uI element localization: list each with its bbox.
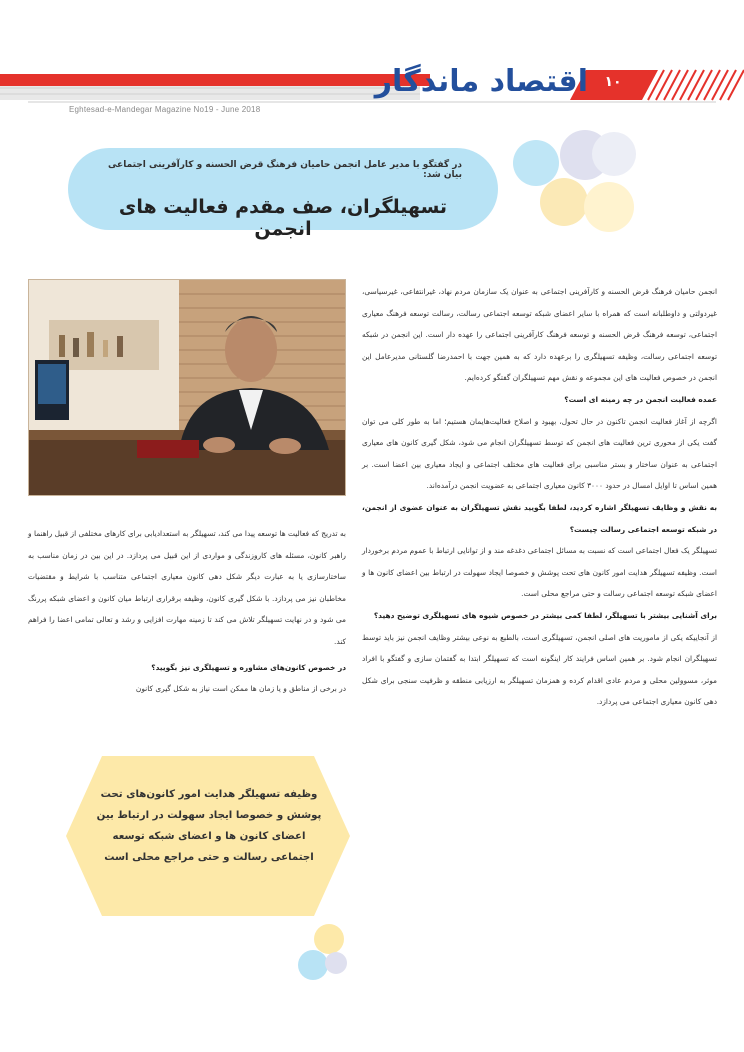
decor-circle: [513, 140, 559, 186]
decor-circle: [325, 952, 347, 974]
interview-question: در خصوص کانون‌های مشاوره و تسهیلگری نیز بگویید؟: [151, 662, 346, 672]
article-paragraph: اگرچه از آغاز فعالیت انجمن تاکنون در حال تحول، بهبود و اصلاح فعالیت‌هایمان هستیم؛ اما به طور کلی می توان گفت یکی از محوری ترین فعالیت های انجمن که توسط تسهیلگران انجام می شود، شکل گیری کانون های معیاری اجتماعی به عنوان ساختار و بستر مناسبی برای فعالیت های مختلف اجتماعی و ایجاد معیاری بین اعضا است. بر همین اساس تا اوایل امسال در حدود ۳۰۰۰ کانون معیاری اجتماعی به عضویت انجمن درآمده‌اند.: [362, 416, 717, 491]
decor-circle: [592, 132, 636, 176]
interview-question: عمده فعالیت انجمن در چه زمینه ای است؟: [564, 394, 717, 404]
article-right-column: [362, 281, 717, 713]
page-number: ۱۰: [604, 74, 622, 90]
page-header: [0, 0, 744, 120]
magazine-logo: اقتصاد ماندگار: [374, 64, 588, 99]
pull-quote-box: [66, 756, 350, 916]
portrait-photo-icon: [29, 280, 346, 496]
article-paragraph: انجمن حامیان فرهنگ قرض الحسنه و کارآفرینی اجتماعی به عنوان یک سازمان مردم نهاد، غیرانتفاعی، غیرسیاسی، غیردولتی و داوطلبانه است که همراه با سایر اعضای شبکه توسعه اجتماعی رسالت، رسالت توسعه فرهنگ معیاری اجتماعی، توسعه فرهنگ قرض الحسنه و توسعه فرهنگ کارآفرینی اجتماعی را عهده دار است. این انجمن در شبکه توسعه اجتماعی رسالت، وظیفه تسهیلگری را برعهده دارد که به همین جهت با احمدرضا گلستانی مدیرعامل این انجمن در خصوص فعالیت های این مجموعه و نقش مهم تسهیلگران گفتگو کرده‌ایم.: [362, 287, 717, 383]
article-title: تسهیلگران، صف مقدم فعالیت های انجمن: [118, 196, 448, 240]
interview-question: برای آشنایی بیشتر با تسهیلگر، لطفا کمی بیشتر در خصوص شیوه های تسهیلگری توضیح دهید؟: [373, 610, 717, 620]
article-paragraph: به تدریج که فعالیت ها توسعه پیدا می کند، تسهیلگر به استعدادیابی برای کارهای مختلفی از قبیل راهنما و راهبر کانون، مسئله های کاروزندگی و مواردی از این قبیل می پردازد. در این بین در زمان مناسب به ساختارسازی یا به عبارت دیگر شکل دهی کانون معیاری اجتماعی متناسب با شرایط و مقتضیات مخاطبان نیز می پردازد. با شکل گیری کانون، وظیفه برقراری ارتباط میان کانون و اعضای شبکه پررنگ می شود و در نهایت تسهیلگر تلاش می کند تا زمینه مهارت افزایی و رشد و تعالی تمامی اعضا را فراهم کند.: [28, 529, 346, 646]
decor-circle: [584, 182, 634, 232]
article-paragraph: در برخی از مناطق و یا زمان ها ممکن است نیاز به شکل گیری کانون: [135, 684, 346, 694]
article-supertitle: در گفتگو با مدیر عامل انجمن حامیان فرهنگ قرض الحسنه و کارآفرینی اجتماعی بیان شد:: [107, 160, 462, 180]
pull-quote-text: وظیفه تسهیلگر هدایت امور کانون‌های تحت پوشش و خصوصا ایجاد سهولت در ارتباط بین اعضای کانون ها و اعضای شبکه توسعه اجتماعی رسالت و حتی مراجع محلی است: [96, 789, 322, 863]
interview-question: به نقش و وظایف تسهیلگر اشاره کردید، لطفا بگویید نقش تسهیلگران به عنوان عضوی از انجمن، در شبکه توسعه اجتماعی رسالت چیست؟: [362, 502, 717, 534]
article-title-box: [68, 148, 498, 240]
interview-photo: [28, 279, 346, 496]
decor-circle: [540, 178, 588, 226]
decor-circle: [314, 924, 344, 954]
article-paragraph: از آنجاییکه یکی از ماموریت های اصلی انجمن، تسهیلگری است، بالطبع به نوعی بیشتر وظایف انجمن نیز باید توسط تسهیلگران انجام شود. بر همین اساس فرایند کار اینگونه است که تسهیلگر ابتدا به گفتمان سازی و گفتگو با افراد موثر، مسوولین محلی و مردم عادی اقدام کرده و همزمان تسهیلگر به ارزیابی منطقه و ظرفیت سنجی برای شکل دهی کانون معیاری اجتماعی می پردازد.: [362, 632, 717, 707]
article-left-column: [28, 523, 346, 700]
magazine-issue-line: Eghtesad-e-Mandegar Magazine No19 - June 2018: [69, 105, 261, 114]
decor-circle: [298, 950, 328, 980]
header-stripes: [0, 0, 744, 120]
article-paragraph: تسهیلگر یک فعال اجتماعی است که نسبت به مسائل اجتماعی دغدغه مند و از توانایی ارتباط با عموم مردم برخوردار است. وظیفه تسهیلگر هدایت امور کانون های تحت پوشش و خصوصا ایجاد سهولت در ارتباط بین اعضای کانون ها و اعضای شبکه توسعه اجتماعی رسالت و حتی مراجع محلی است.: [362, 546, 717, 599]
